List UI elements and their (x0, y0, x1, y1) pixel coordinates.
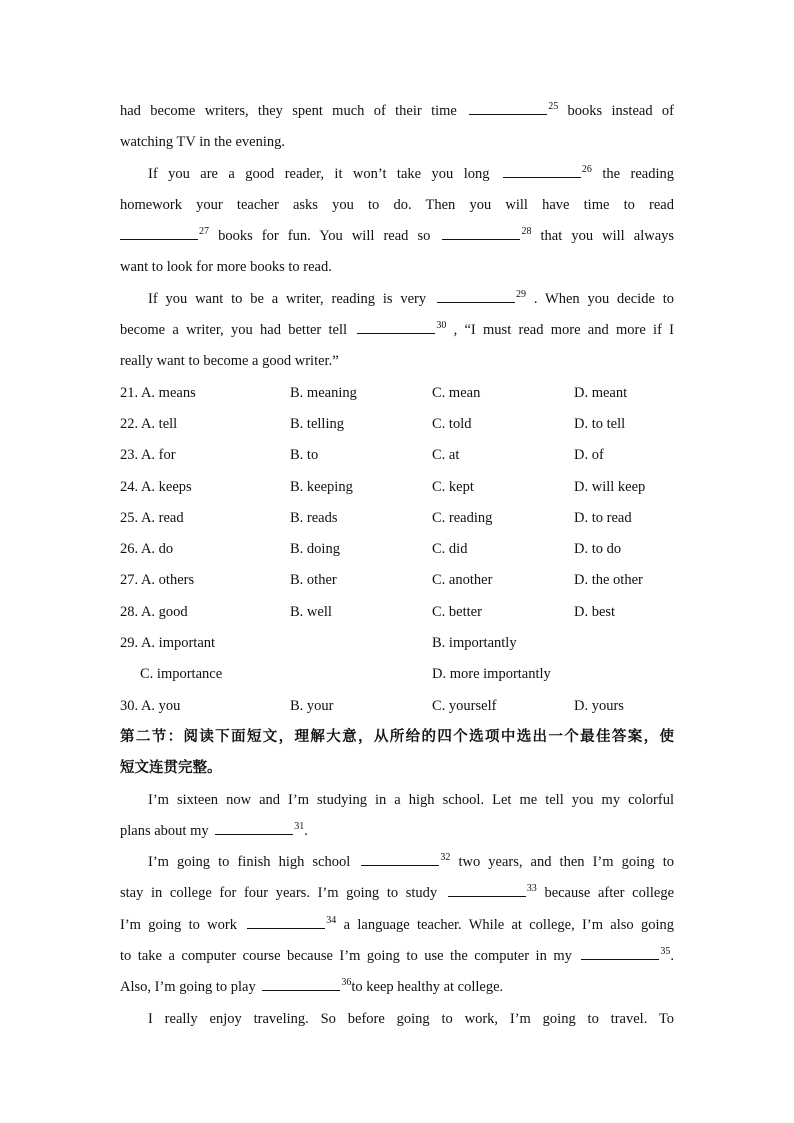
option-b: B. your (290, 697, 334, 714)
text-line: I really enjoy traveling. So before going to work, I’m going to travel. To (148, 1010, 674, 1027)
option-b: B. to (290, 447, 319, 464)
option-row (120, 534, 674, 565)
blank-number: 36 (341, 977, 352, 989)
option-a: 22. A. tell (120, 415, 178, 432)
option-row (120, 503, 674, 534)
option-d: D. best (574, 603, 616, 620)
document-page (120, 96, 674, 1035)
text-segment: had become writers, they spent much of their time (120, 103, 457, 119)
text-line (120, 284, 674, 315)
blank-number: 26 (581, 163, 592, 175)
option-c: C. told (432, 415, 472, 432)
text-line (120, 941, 674, 972)
option-c: C. importance (140, 666, 223, 683)
option-d: D. meant (574, 384, 628, 401)
option-row (120, 565, 674, 596)
text-line (120, 96, 674, 127)
text-segment: I’m going to finish high school (148, 854, 351, 871)
blank-number: 29 (515, 288, 526, 300)
option-a: 28. A. good (120, 603, 188, 620)
answer-blank (361, 851, 439, 866)
answer-blank (120, 225, 198, 240)
text-line (120, 972, 674, 1003)
option-c: C. another (432, 572, 493, 589)
answer-blank (442, 225, 520, 240)
option-b: B. well (290, 603, 332, 620)
text-line (120, 159, 674, 190)
option-d: D. more importantly (432, 666, 551, 683)
answer-blank (247, 914, 325, 929)
text-line (120, 221, 674, 252)
option-c: C. mean (432, 384, 481, 401)
text-segment: If you want to be a writer, reading is very (148, 290, 427, 307)
blank-number: 25 (548, 101, 559, 112)
text-segment: . (304, 822, 308, 839)
option-d: D. will keep (574, 478, 646, 495)
text-line: really want to become a good writer.” (120, 353, 339, 370)
answer-blank (581, 945, 659, 960)
text-segment: the reading (602, 165, 674, 182)
text-segment: books instead of (567, 103, 675, 119)
blank-number: 31 (294, 820, 305, 832)
option-row (120, 378, 674, 409)
answer-blank (437, 288, 515, 303)
answer-blank (448, 882, 526, 897)
text-segment: become a writer, you had better tell (120, 322, 348, 339)
answer-blank (503, 163, 581, 178)
option-a: 30. A. you (120, 697, 181, 714)
blank-number: 27 (199, 226, 209, 238)
option-row (120, 691, 674, 722)
section-heading: 短文连贯完整。 (120, 760, 222, 777)
option-d: D. of (574, 447, 604, 464)
option-a: 26. A. do (120, 541, 174, 558)
text-segment: because after college (544, 885, 675, 902)
answer-blank (215, 820, 293, 835)
option-d: D. yours (574, 697, 624, 714)
text-segment: I’m going to work (120, 916, 237, 933)
text-line: homework your teacher asks you to do. Then you will have time to read (120, 196, 674, 213)
blank-number: 35 (660, 946, 671, 958)
text-line (120, 878, 674, 909)
option-b: B. other (290, 572, 337, 589)
text-line: want to look for more books to read. (120, 259, 332, 276)
answer-blank (469, 100, 547, 115)
option-c: C. at (432, 447, 460, 464)
section-heading: 第二节：阅读下面短文，理解大意，从所给的四个选项中选出一个最佳答案，使 (120, 728, 674, 745)
option-c: C. yourself (432, 697, 497, 714)
blank-number: 34 (326, 914, 337, 926)
text-line (120, 816, 674, 847)
option-a: 29. A. important (120, 635, 216, 652)
text-line: watching TV in the evening. (120, 134, 285, 151)
text-line (120, 847, 674, 878)
option-b: B. importantly (432, 635, 517, 652)
text-segment: Also, I’m going to play (120, 979, 256, 996)
text-segment: If you are a good reader, it won’t take you long (148, 165, 490, 182)
option-b: B. keeping (290, 478, 353, 495)
answer-blank (262, 976, 340, 991)
text-line (120, 315, 674, 346)
option-c: C. better (432, 603, 482, 620)
text-segment: two years, and then I’m going to (458, 854, 674, 871)
text-segment: a language teacher. While at college, I’m also going (343, 916, 674, 933)
option-row (120, 628, 674, 659)
text-segment: plans about my (120, 822, 209, 839)
option-b: B. reads (290, 509, 338, 526)
text-line (120, 910, 674, 941)
option-row (120, 472, 674, 503)
option-row (120, 659, 674, 690)
blank-number: 33 (526, 883, 537, 895)
option-row (120, 440, 674, 471)
option-d: D. the other (574, 572, 643, 589)
text-segment: to take a computer course because I’m going to use the computer in my (120, 948, 572, 965)
text-segment: that you will always (540, 228, 675, 245)
text-segment: to keep healthy at college. (351, 979, 504, 996)
option-a: 21. A. means (120, 384, 196, 401)
option-d: D. to do (574, 541, 622, 558)
blank-number: 30 (436, 320, 447, 332)
option-a: 25. A. read (120, 509, 184, 526)
option-d: D. to tell (574, 415, 626, 432)
text-segment: stay in college for four years. I’m going to study (120, 885, 438, 902)
blank-number: 32 (440, 852, 451, 864)
option-a: 27. A. others (120, 572, 195, 589)
text-segment: books for fun. You will read so (218, 228, 431, 245)
option-row (120, 409, 674, 440)
text-segment: . (670, 948, 675, 965)
answer-blank (357, 319, 435, 334)
option-c: C. kept (432, 478, 474, 495)
option-c: C. did (432, 541, 468, 558)
text-segment: . When you decide to (533, 290, 675, 307)
text-line: I’m sixteen now and I’m studying in a high school. Let me tell you my colorful (148, 791, 674, 808)
text-segment: , “I must read more and more if I (453, 322, 675, 339)
option-d: D. to read (574, 509, 632, 526)
option-a: 24. A. keeps (120, 478, 192, 495)
option-a: 23. A. for (120, 447, 176, 464)
option-row (120, 597, 674, 628)
blank-number: 28 (521, 226, 532, 238)
option-c: C. reading (432, 509, 493, 526)
option-b: B. meaning (290, 384, 357, 401)
option-b: B. telling (290, 415, 344, 432)
option-b: B. doing (290, 541, 340, 558)
